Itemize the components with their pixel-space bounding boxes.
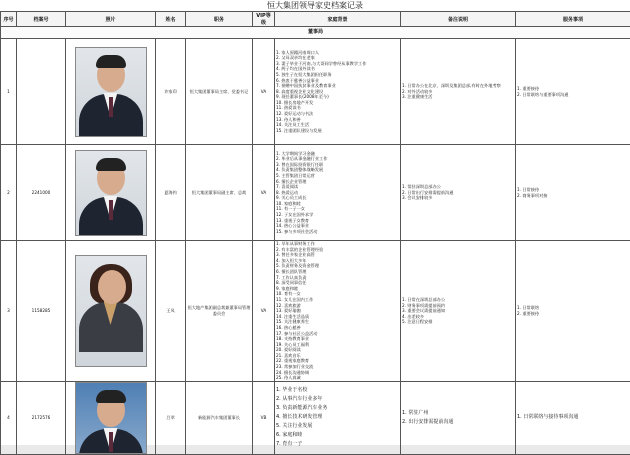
list-item: 11. 女儿在国内工作: [276, 297, 399, 303]
list-item: 25. 待人真诚: [276, 375, 399, 381]
list-item: 3. 曾在国际投资银行任职: [276, 162, 399, 168]
list-item: 9. 现任董事长(2008年至今): [276, 94, 399, 100]
row-name: 王凤: [156, 241, 186, 382]
row-index: 2: [1, 145, 17, 241]
row-position: 恒大集团董事局主席、党委书记: [186, 39, 253, 145]
list-item: 9. 关心员工成长: [276, 195, 399, 201]
portrait-photo: [75, 47, 147, 137]
list-item: 2. 对外活动较多: [402, 89, 514, 95]
row-name: 吕翠: [156, 381, 186, 454]
list-item: 2. 财务事项需提前预约: [402, 303, 514, 309]
list-item: 2. 重要接待: [517, 311, 629, 317]
row-archive: 2241000: [17, 145, 66, 241]
table-row: [1, 145, 630, 241]
row-archive: 1158285: [17, 241, 66, 382]
row-archive: [17, 39, 66, 145]
row-index: 4: [1, 381, 17, 454]
list-item: 1. 日常接待: [517, 187, 629, 193]
row-vip: VB: [253, 381, 275, 454]
row-vip: VA: [253, 241, 275, 382]
list-item: 13. 爱好瑜伽: [276, 308, 399, 314]
list-item: 14. 热心公益事业: [276, 223, 399, 229]
list-item: 1. 大学期间学习金融: [276, 151, 399, 157]
list-item: 3. 注重健康生活: [402, 94, 514, 100]
list-item: 1. 常驻广州: [402, 409, 514, 418]
list-item: 1. 重要接待: [517, 86, 629, 92]
list-item: 5. 注意日程安排: [402, 319, 514, 325]
list-item: 5. 主管集团日常运营: [276, 173, 399, 179]
list-item: 7. 喜爱阅读: [276, 184, 399, 190]
list-item: 12. 子女在国外求学: [276, 212, 399, 218]
list-item: 1. 家人原籍河南周口人: [276, 50, 399, 56]
portrait-photo: [75, 382, 147, 454]
section-row: [1, 27, 630, 39]
row-notes: [401, 381, 516, 454]
list-item: 19. 关心员工福利: [276, 342, 399, 348]
list-item: 4. 出差较多: [402, 314, 514, 320]
list-item: 22. 重视家庭教育: [276, 358, 399, 364]
list-item: 24. 擅长沟通协调: [276, 370, 399, 376]
portrait-photo: [75, 255, 147, 367]
list-item: 10. 育有一女: [276, 291, 399, 297]
row-service: [516, 241, 630, 382]
list-item: 2. 日常联络与重要事项沟通: [517, 92, 629, 98]
col-service: 服务事项: [516, 12, 630, 27]
list-item: 8. 高度重视企业文化建设: [276, 89, 399, 95]
photo-cell: [66, 381, 156, 454]
row-archive: 2172576: [17, 381, 66, 454]
portrait-photo: [75, 150, 147, 236]
list-item: 11. 热爱读书: [276, 105, 399, 111]
col-index: 序号: [1, 12, 17, 27]
list-item: 13. 待人和善: [276, 117, 399, 123]
row-service: [516, 39, 630, 145]
list-item: 9. 家庭和睦: [276, 286, 399, 292]
list-item: 8. 深受同事信任: [276, 280, 399, 286]
list-item: 8. 热爱运动: [276, 190, 399, 196]
list-item: 1. 日常联络: [517, 305, 629, 311]
table-row: [1, 241, 630, 382]
col-family: 家庭背景: [275, 12, 401, 27]
col-vip: VIP等级: [253, 12, 275, 27]
list-item: 7. 育有一子: [276, 440, 399, 449]
list-item: 4. 加入恒大多年: [276, 258, 399, 264]
list-item: 15. 关注健康养生: [276, 319, 399, 325]
list-item: 11. 有一子一女: [276, 206, 399, 212]
row-index: 1: [1, 39, 17, 145]
list-item: 4. 两子均在国外读书: [276, 66, 399, 72]
list-item: 2. 毕业后从事金融行业工作: [276, 156, 399, 162]
list-item: 6. 热衷于慈善公益事业: [276, 78, 399, 84]
photo-cell: [66, 145, 156, 241]
photo-cell: [66, 39, 156, 145]
list-item: 16. 热心慈善: [276, 325, 399, 331]
row-vip: VA: [253, 39, 275, 145]
list-item: 5. 关注行业发展: [276, 422, 399, 431]
list-item: 2. 出行安排需提前沟通: [402, 418, 514, 427]
list-item: 7. 捐赠中国扶贫事业及教育事业: [276, 83, 399, 89]
col-name: 姓名: [156, 12, 186, 27]
list-item: 21. 喜欢音乐: [276, 353, 399, 359]
row-service: [516, 381, 630, 454]
list-item: 1. 常驻深圳总部办公: [402, 184, 514, 190]
list-item: 17. 参与社区公益活动: [276, 331, 399, 337]
col-photo: 照片: [66, 12, 156, 27]
list-item: 2. 日常出行安排需提前沟通: [402, 190, 514, 196]
list-item: 2. 商务事项对接: [517, 193, 629, 199]
list-item: 10. 家庭和睦: [276, 201, 399, 207]
list-item: 18. 支持教育事业: [276, 336, 399, 342]
list-item: 4. 负责集团整体战略发展: [276, 167, 399, 173]
list-item: 1. 毕业于名校: [276, 386, 399, 395]
list-item: 2. 从事汽车行业多年: [276, 395, 399, 404]
list-item: 6. 擅长企业管理: [276, 179, 399, 185]
row-name: 夏海钧: [156, 145, 186, 241]
list-item: 13. 重视子女教育: [276, 218, 399, 224]
list-item: 5. 独生子在恒大集团担任职务: [276, 72, 399, 78]
row-family: [275, 145, 401, 241]
list-item: 2. 有丰富的企业管理经验: [276, 247, 399, 253]
list-item: 3. 重要会议需提前通知: [402, 308, 514, 314]
col-notes: 备注说明: [401, 12, 516, 27]
list-item: 5. 负责财务及资金管理: [276, 263, 399, 269]
page-title: 恒大集团领导家史档案记录: [0, 0, 630, 11]
col-archive: 档案号: [17, 12, 66, 27]
archive-table: [0, 11, 630, 455]
list-item: 12. 喜欢旅游: [276, 303, 399, 309]
photo-cell: [66, 241, 156, 382]
table-row: [1, 381, 630, 454]
list-item: 1. 早年从事财务工作: [276, 241, 399, 247]
list-item: 15. 参与多项社会活动: [276, 229, 399, 235]
row-vip: VA: [253, 145, 275, 241]
list-item: 4. 擅长技术研发管理: [276, 413, 399, 422]
row-position: 新能源汽车集团董事长: [186, 381, 253, 454]
row-service: [516, 145, 630, 241]
list-item: 1. 日常联络与接待事项沟通: [517, 413, 629, 422]
row-name: 许家印: [156, 39, 186, 145]
row-index: 3: [1, 241, 17, 382]
list-item: 3. 妻子毕业于河南,与大哥同学曾经从事教学工作: [276, 61, 399, 67]
list-item: 10. 擅长房地产开发: [276, 100, 399, 106]
list-item: 12. 爱好运动与书法: [276, 111, 399, 117]
list-item: 1. 日常在深圳总部办公: [402, 297, 514, 303]
row-notes: [401, 39, 516, 145]
row-family: [275, 381, 401, 454]
list-item: 23. 常参加行业交流: [276, 364, 399, 370]
list-item: 3. 会议安排较多: [402, 195, 514, 201]
list-item: 3. 负责新能源汽车业务: [276, 404, 399, 413]
list-item: 14. 关注员工生活: [276, 122, 399, 128]
row-notes: [401, 241, 516, 382]
row-notes: [401, 145, 516, 241]
list-item: 15. 注重团队建设与发展: [276, 128, 399, 134]
list-item: 6. 擅长团队管理: [276, 269, 399, 275]
header-row: [1, 12, 630, 27]
row-position: 恒大集团董事局副主席、总裁: [186, 145, 253, 241]
table-row: [1, 39, 630, 145]
list-item: 7. 工作认真负责: [276, 275, 399, 281]
list-item: 20. 爱好阅读: [276, 347, 399, 353]
list-item: 14. 注重生活品质: [276, 314, 399, 320]
col-position: 职务: [186, 12, 253, 27]
row-family: [275, 39, 401, 145]
list-item: 2. 父母双亲均在老家: [276, 55, 399, 61]
list-item: 6. 家庭和睦: [276, 431, 399, 440]
list-item: 1. 日常办公在北京、深圳及集团总部,有时在外地考察: [402, 83, 514, 89]
section-label: 董事局: [1, 27, 630, 39]
list-item: 3. 曾任多家企业高管: [276, 252, 399, 258]
row-position: 恒大地产集团副总裁兼董事局管理委员会: [186, 241, 253, 382]
row-family: [275, 241, 401, 382]
